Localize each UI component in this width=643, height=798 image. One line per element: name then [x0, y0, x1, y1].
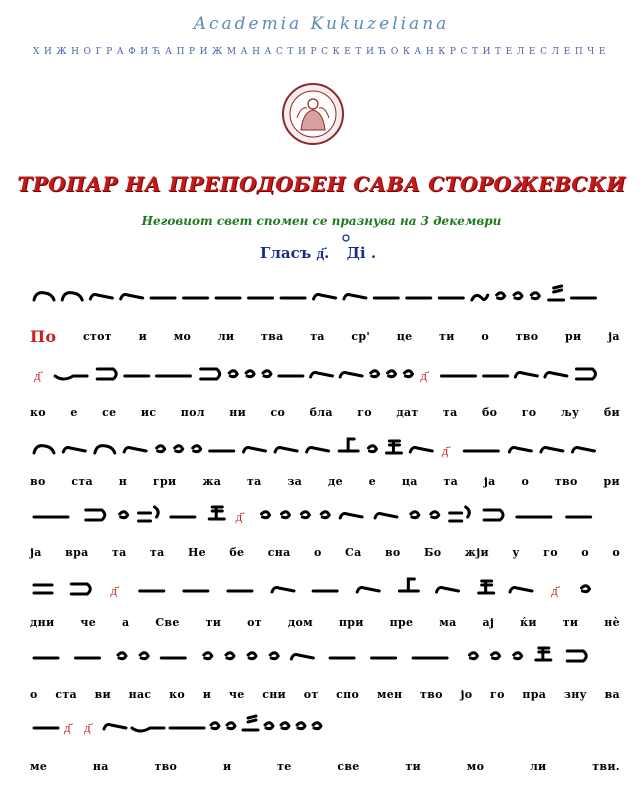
- neume-row: [32, 435, 607, 463]
- drop-initial: По: [30, 327, 57, 346]
- neume-sign: [514, 653, 522, 659]
- lyric-syllable: ти: [205, 616, 222, 629]
- lyric-syllable: мо: [466, 760, 485, 773]
- lyric-syllable: о: [521, 475, 530, 488]
- lyric-syllable: на: [92, 760, 109, 773]
- lyric-syllable: бла: [309, 406, 333, 419]
- lyric-syllable: мо: [173, 330, 192, 343]
- neume-sign: [270, 653, 278, 659]
- neume-sign: [34, 446, 54, 453]
- lyric-syllable: зну: [563, 688, 587, 701]
- neume-sign: [104, 725, 126, 730]
- lyric-syllable: ти: [439, 330, 455, 343]
- tone-note: Ді: [346, 244, 366, 262]
- monastery-line: ХИЖНОГРАФИЋАПРИЖМАНАСТИРСКЕТИЋОКАНКРСТИТЕЛЕСЛЕПЧЕ: [32, 47, 611, 57]
- neume-sign: [479, 581, 494, 593]
- lyric-syllable: Бо: [424, 546, 442, 559]
- neume-sign: [386, 441, 401, 453]
- tone-label: Гласъ: [260, 244, 312, 262]
- neume-sign: [484, 510, 503, 520]
- neume-sign: [313, 723, 321, 729]
- tone-indicator: [260, 244, 376, 263]
- neume-sign: [431, 512, 439, 518]
- lyric-syllable: Не: [187, 546, 206, 559]
- lyric-syllable: та: [443, 475, 459, 488]
- lyric-syllable: та: [111, 546, 127, 559]
- lyric-syllable: ај: [482, 616, 495, 629]
- tone-end: .: [370, 244, 377, 262]
- lyric-row: [30, 546, 620, 564]
- lyric-row: [30, 475, 620, 493]
- lyric-syllable: пол: [180, 406, 205, 419]
- lyric-syllable: сна: [267, 546, 291, 559]
- neume-sign: [34, 369, 44, 384]
- neume-sign: [86, 510, 105, 520]
- lyric-syllable: пра: [522, 688, 547, 701]
- lyric-syllable: дом: [287, 616, 313, 629]
- neume-sign: [140, 653, 148, 659]
- lyric-syllable: ли: [529, 760, 547, 773]
- neume-sign: [301, 512, 309, 518]
- neume-sign: [515, 373, 537, 378]
- neume-row: [32, 642, 607, 670]
- academia-kukuzeliana-header: Academia Kukuzeliana: [193, 14, 450, 34]
- lyric-syllable: ја: [608, 330, 620, 343]
- lyric-row: [30, 688, 620, 706]
- neume-sign: [375, 514, 397, 519]
- neume-sign: [437, 588, 459, 593]
- lyric-syllable: ме: [30, 760, 48, 773]
- neume-sign: [357, 588, 379, 593]
- lyric-syllable: и: [138, 330, 148, 343]
- lyric-syllable: со: [270, 406, 286, 419]
- lyric-syllable: тва: [261, 330, 284, 343]
- neume-sign: [576, 369, 595, 379]
- page-title: ТРОПАР НА ПРЕПОДОБЕН САВА СТОРОЖЕВСКИ: [17, 172, 626, 196]
- neume-sign: [63, 448, 85, 453]
- lyric-syllable: че: [228, 688, 245, 701]
- neume-sign: [545, 373, 567, 378]
- martyria-sign: д҃: [441, 444, 449, 459]
- lyric-syllable: те: [277, 760, 292, 773]
- neume-sign: [497, 293, 505, 299]
- neume-sign: [55, 376, 87, 379]
- neume-sign: [297, 723, 305, 729]
- neume-row: [32, 575, 607, 603]
- neume-sign: [62, 293, 82, 300]
- lyric-syllable: от: [247, 616, 262, 629]
- lyric-syllable: о: [481, 330, 489, 343]
- lyric-syllable: вра: [65, 546, 89, 559]
- lyric-syllable: тви.: [592, 760, 620, 773]
- neume-row: [32, 360, 607, 388]
- neume-sign: [469, 653, 477, 659]
- lyric-syllable: Са: [345, 546, 362, 559]
- neume-sign: [442, 444, 452, 459]
- neume-sign: [281, 723, 289, 729]
- neume-sign: [492, 653, 500, 659]
- lyric-syllable: та: [246, 475, 262, 488]
- neume-sign: [139, 507, 159, 521]
- neume-sign: [339, 439, 358, 451]
- neume-sign: [281, 512, 289, 518]
- martyria-sign: д҃: [420, 369, 427, 384]
- neume-sign: [120, 512, 128, 518]
- lyric-syllable: ри: [603, 475, 620, 488]
- neume-sign: [175, 446, 183, 452]
- lyric-syllable: а: [121, 616, 130, 629]
- lyric-syllable: о: [581, 546, 589, 559]
- neume-sign: [34, 293, 54, 300]
- neume-sign: [244, 448, 266, 453]
- lyric-syllable: ќи: [520, 616, 537, 629]
- lyric-syllable: ни: [229, 406, 247, 419]
- lyric-syllable: жји: [464, 546, 489, 559]
- lyric-syllable: го: [490, 688, 505, 701]
- neume-sign: [226, 653, 234, 659]
- lyric-syllable: ти: [405, 760, 421, 773]
- neume-sign: [157, 446, 165, 452]
- martyria-sign: д҃: [551, 584, 558, 599]
- lyric-syllable: за: [287, 475, 303, 488]
- lyric-syllable: о: [313, 546, 322, 559]
- neume-sign: [97, 369, 116, 379]
- lyric-row: [30, 327, 620, 348]
- lyric-syllable: та: [149, 546, 165, 559]
- lyric-row: [30, 760, 620, 778]
- neume-sign: [34, 585, 52, 593]
- neume-row: [32, 501, 607, 529]
- lyric-syllable: сни: [262, 688, 287, 701]
- lyric-syllable: ко: [169, 688, 186, 701]
- lyric-syllable: е: [70, 406, 78, 419]
- lyric-syllable: тво: [420, 688, 443, 701]
- neume-sign: [399, 579, 418, 591]
- lyric-syllable: ста: [71, 475, 93, 488]
- neume-sign: [263, 371, 271, 377]
- neume-sign: [368, 446, 376, 452]
- lyric-syllable: љу: [560, 406, 580, 419]
- neume-sign: [243, 716, 258, 730]
- neume-sign: [95, 446, 115, 453]
- neume-sign: [71, 584, 90, 594]
- lyric-syllable: че: [80, 616, 97, 629]
- neume-sign: [549, 286, 564, 300]
- lyric-syllable: ко: [30, 406, 46, 419]
- neume-sign: [420, 369, 430, 384]
- neume-sign: [275, 448, 297, 453]
- martyria-sign: д҃: [110, 584, 118, 599]
- monastery-seal-icon: [281, 82, 345, 146]
- neume-sign: [314, 295, 336, 300]
- lyric-syllable: та: [310, 330, 325, 343]
- neume-sign: [209, 507, 224, 519]
- lyric-syllable: бе: [229, 546, 245, 559]
- neume-sign: [118, 653, 126, 659]
- lyric-syllable: ти: [562, 616, 579, 629]
- neume-sign: [450, 507, 470, 521]
- neume-sign: [227, 723, 235, 729]
- neume-sign: [262, 512, 270, 518]
- lyric-syllable: се: [102, 406, 117, 419]
- lyric-syllable: и: [222, 760, 232, 773]
- lyric-syllable: жа: [202, 475, 222, 488]
- neume-sign: [204, 653, 212, 659]
- neume-sign: [404, 371, 412, 377]
- lyric-syllable: дат: [396, 406, 419, 419]
- neume-sign: [551, 584, 561, 599]
- neume-sign: [124, 448, 146, 453]
- lyric-syllable: спо: [336, 688, 360, 701]
- lyric-syllable: н: [118, 475, 128, 488]
- lyric-syllable: и: [202, 688, 212, 701]
- lyric-syllable: де: [327, 475, 343, 488]
- lyric-syllable: ва: [604, 688, 620, 701]
- lyric-syllable: би: [603, 406, 620, 419]
- neume-sign: [321, 512, 329, 518]
- lyric-syllable: го: [521, 406, 537, 419]
- martyria-sign: д҃: [34, 369, 41, 384]
- tone-mode: д҃.: [316, 244, 330, 262]
- lyric-syllable: ср': [351, 330, 371, 343]
- lyric-syllable: ца: [401, 475, 418, 488]
- lyric-syllable: ма: [439, 616, 457, 629]
- neume-sign: [211, 723, 219, 729]
- neume-sign: [536, 648, 551, 660]
- lyric-syllable: стот: [83, 330, 112, 343]
- lyric-row: [30, 406, 620, 424]
- lyric-syllable: све: [337, 760, 360, 773]
- lyric-syllable: от: [303, 688, 319, 701]
- neume-sign: [84, 721, 94, 736]
- neume-sign: [291, 655, 313, 660]
- neume-sign: [541, 448, 563, 453]
- lyric-syllable: ви: [94, 688, 111, 701]
- neume-sign: [307, 448, 329, 453]
- neume-sign: [236, 510, 246, 525]
- lyric-syllable: ста: [55, 688, 77, 701]
- neume-sign: [344, 295, 366, 300]
- neume-sign: [229, 371, 237, 377]
- neume-sign: [514, 293, 522, 299]
- lyric-syllable: мен: [376, 688, 403, 701]
- neume-sign: [510, 588, 532, 593]
- tone-note-mark-icon: [340, 234, 352, 242]
- neume-sign: [472, 295, 488, 300]
- neume-sign: [567, 651, 586, 661]
- neume-sign: [371, 371, 379, 377]
- neume-sign: [410, 448, 432, 453]
- lyric-syllable: во: [384, 546, 401, 559]
- lyric-syllable: е: [368, 475, 377, 488]
- neume-sign: [340, 373, 362, 378]
- lyric-syllable: тво: [515, 330, 539, 343]
- lyric-syllable: тво: [554, 475, 578, 488]
- lyric-syllable: го: [543, 546, 558, 559]
- neume-sign: [572, 448, 594, 453]
- lyric-syllable: ја: [30, 546, 42, 559]
- lyric-syllable: ри: [565, 330, 582, 343]
- lyric-syllable: во: [30, 475, 46, 488]
- lyric-syllable: го: [357, 406, 372, 419]
- neume-sign: [531, 293, 539, 299]
- lyric-syllable: о: [30, 688, 38, 701]
- neume-sign: [509, 448, 531, 453]
- neume-sign: [132, 728, 164, 731]
- lyric-syllable: гри: [152, 475, 177, 488]
- neume-sign: [265, 723, 273, 729]
- neume-sign: [121, 295, 143, 300]
- lyric-syllable: при: [338, 616, 364, 629]
- lyric-syllable: јо: [460, 688, 473, 701]
- neume-sign: [246, 371, 254, 377]
- martyria-sign: д҃: [84, 721, 91, 736]
- neume-sign: [272, 588, 294, 593]
- lyric-syllable: тво: [154, 760, 178, 773]
- neume-sign: [201, 369, 220, 379]
- lyric-syllable: нѐ: [604, 616, 620, 629]
- neume-sign: [388, 371, 396, 377]
- neume-sign: [90, 295, 112, 300]
- lyric-syllable: бо: [482, 406, 498, 419]
- lyric-row: [30, 616, 620, 634]
- neume-row: [32, 282, 607, 310]
- neume-sign: [193, 446, 201, 452]
- lyric-syllable: дни: [30, 616, 55, 629]
- neume-sign: [340, 514, 362, 519]
- neume-sign: [110, 584, 120, 599]
- neume-row: [32, 712, 607, 740]
- feast-subtitle: Неговиот свет спомен се празнува на 3 декември: [141, 214, 502, 228]
- lyric-syllable: у: [512, 546, 520, 559]
- lyric-syllable: ли: [217, 330, 235, 343]
- neume-sign: [311, 373, 333, 378]
- lyric-syllable: та: [443, 406, 458, 419]
- martyria-sign: д҃: [235, 510, 243, 525]
- neume-sign: [411, 512, 419, 518]
- lyric-syllable: Све: [155, 616, 180, 629]
- lyric-syllable: ја: [483, 475, 496, 488]
- lyric-syllable: ис: [140, 406, 157, 419]
- neume-sign: [581, 586, 589, 592]
- martyria-sign: д҃: [64, 721, 71, 736]
- lyric-syllable: нас: [128, 688, 152, 701]
- neume-sign: [64, 721, 74, 736]
- lyric-syllable: о: [612, 546, 620, 559]
- lyric-syllable: це: [396, 330, 413, 343]
- lyric-syllable: пре: [389, 616, 414, 629]
- neume-sign: [248, 653, 256, 659]
